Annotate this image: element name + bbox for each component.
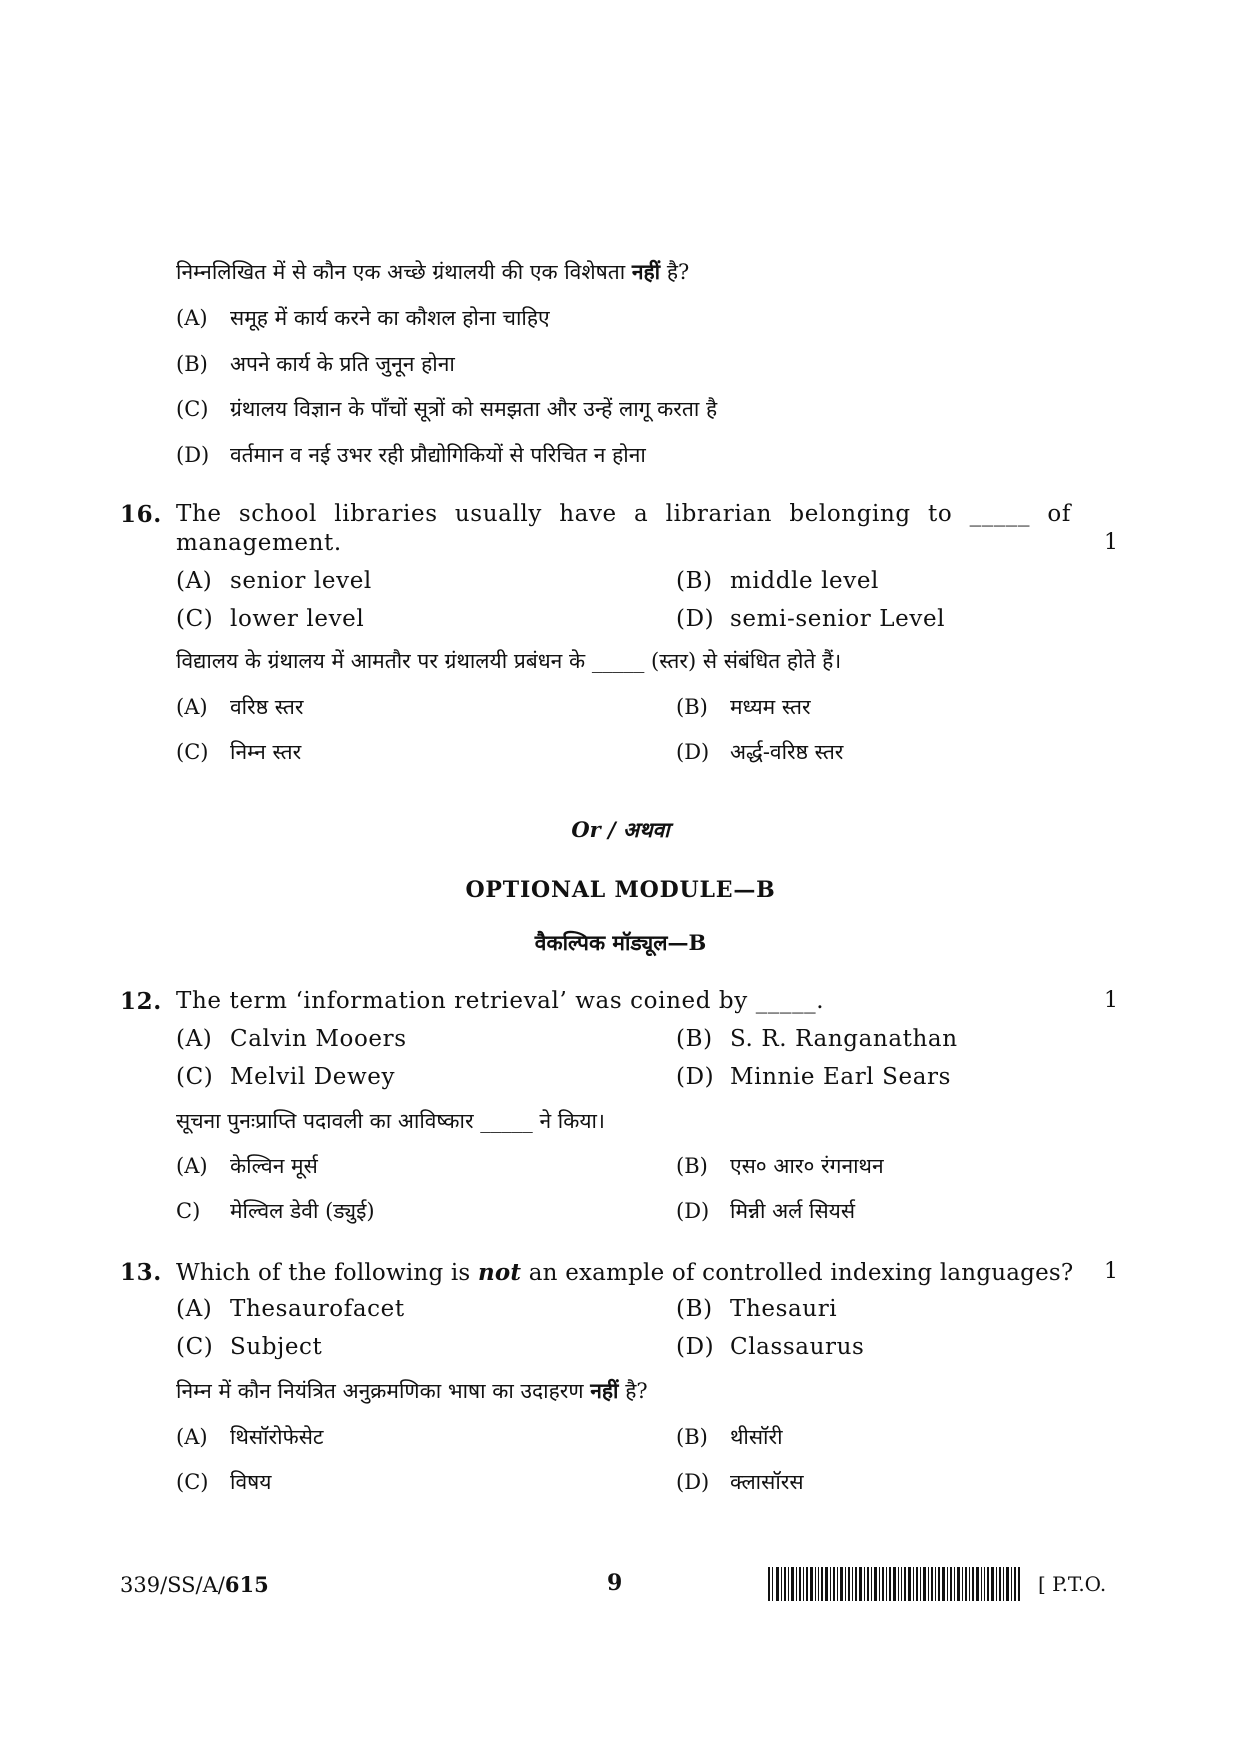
q13-hindi-stem-bold: नहीं — [590, 1378, 619, 1403]
q15-hindi-option-b: (B) अपने कार्य के प्रति जुनून होना — [176, 352, 455, 376]
q16-marks: 1 — [1104, 530, 1118, 555]
page-number: 9 — [607, 1570, 623, 1596]
q15-hindi-option-a: (A) समूह में कार्य करने का कौशल होना चाहिए — [176, 306, 550, 330]
q16-hindi-option-a: (A) वरिष्ठ स्तर — [176, 695, 304, 719]
q13-option-d: (D) Classaurus — [676, 1334, 865, 1360]
q16-stem-line1: The school libraries usually have a librarian belonging to _____ of — [176, 501, 1071, 527]
module-title: OPTIONAL MODULE—B — [465, 877, 776, 903]
q16-option-d: (D) semi-senior Level — [676, 606, 946, 632]
q15-hindi-stem: निम्नलिखित में से कौन एक अच्छे ग्रंथालयी की एक विशेषता नहीं है? — [176, 259, 690, 284]
q16-hindi-option-b: (B) मध्यम स्तर — [676, 695, 811, 719]
q13-option-a: (A) Thesaurofacet — [176, 1296, 405, 1322]
q13-hindi-option-d: (D) क्लासॉरस — [676, 1470, 804, 1494]
paper-code: 339/SS/A/615 — [120, 1572, 269, 1597]
q13-hindi-option-a: (A) थिसॉरोफेसेट — [176, 1425, 324, 1449]
q16-option-c: (C) lower level — [176, 606, 365, 632]
q16-option-b: (B) middle level — [676, 568, 880, 594]
q13-marks: 1 — [1104, 1259, 1118, 1284]
q15-hindi-stem-bold: नहीं — [631, 259, 661, 284]
q15-hindi-option-c: (C) ग्रंथालय विज्ञान के पाँचों सूत्रों को समझता और उन्हें लागू करता है — [176, 397, 718, 421]
q16-hindi-option-c: (C) निम्न स्तर — [176, 740, 302, 764]
q16-hindi-option-d: (D) अर्द्ध-वरिष्ठ स्तर — [676, 740, 844, 764]
q13-hindi-option-c: (C) विषय — [176, 1470, 272, 1494]
q12-hindi-option-b: (B) एस० आर० रंगनाथन — [676, 1154, 884, 1178]
q13-stem-bold: not — [477, 1259, 522, 1286]
pto-label: [ P.T.O. — [1038, 1572, 1107, 1596]
module-title-hindi: वैकल्पिक मॉड्यूल—B — [534, 930, 707, 955]
q12-hindi-stem: सूचना पुनःप्राप्ति पदावली का आविष्कार _____ ने किया। — [176, 1109, 605, 1133]
q16-stem-line2: management. — [176, 530, 342, 556]
q16-option-a: (A) senior level — [176, 568, 372, 594]
q12-stem: The term ‘information retrieval’ was coined by _____. — [176, 988, 825, 1014]
q16-hindi-stem: विद्यालय के ग्रंथालय में आमतौर पर ग्रंथालयी प्रबंधन के _____ (स्तर) से संबंधित होते हैं। — [176, 649, 842, 673]
q16-number: 16. — [120, 501, 162, 528]
q12-option-d: (D) Minnie Earl Sears — [676, 1064, 952, 1090]
q13-hindi-option-b: (B) थीसॉरी — [676, 1425, 783, 1449]
q12-option-b: (B) S. R. Ranganathan — [676, 1026, 958, 1052]
q12-hindi-option-a: (A) केल्विन मूर्स — [176, 1154, 318, 1178]
q12-option-c: (C) Melvil Dewey — [176, 1064, 396, 1090]
or-divider: Or / अथवा — [571, 817, 670, 842]
q12-option-a: (A) Calvin Mooers — [176, 1026, 407, 1052]
q12-marks: 1 — [1104, 988, 1118, 1013]
barcode-icon — [768, 1567, 1020, 1601]
q12-number: 12. — [120, 988, 162, 1015]
q15-hindi-option-d: (D) वर्तमान व नई उभर रही प्रौद्योगिकियों से परिचित न होना — [176, 443, 646, 467]
q13-number: 13. — [120, 1259, 162, 1286]
q13-hindi-stem: निम्न में कौन नियंत्रित अनुक्रमणिका भाषा का उदाहरण नहीं है? — [176, 1378, 648, 1403]
q12-hindi-option-c: C) मेल्विल डेवी (ड्युई) — [176, 1199, 375, 1223]
q12-hindi-option-d: (D) मिन्नी अर्ल सियर्स — [676, 1199, 856, 1223]
q13-stem: Which of the following is not an example of controlled indexing languages? — [176, 1259, 1074, 1286]
q13-option-c: (C) Subject — [176, 1334, 323, 1360]
q13-option-b: (B) Thesauri — [676, 1296, 838, 1322]
